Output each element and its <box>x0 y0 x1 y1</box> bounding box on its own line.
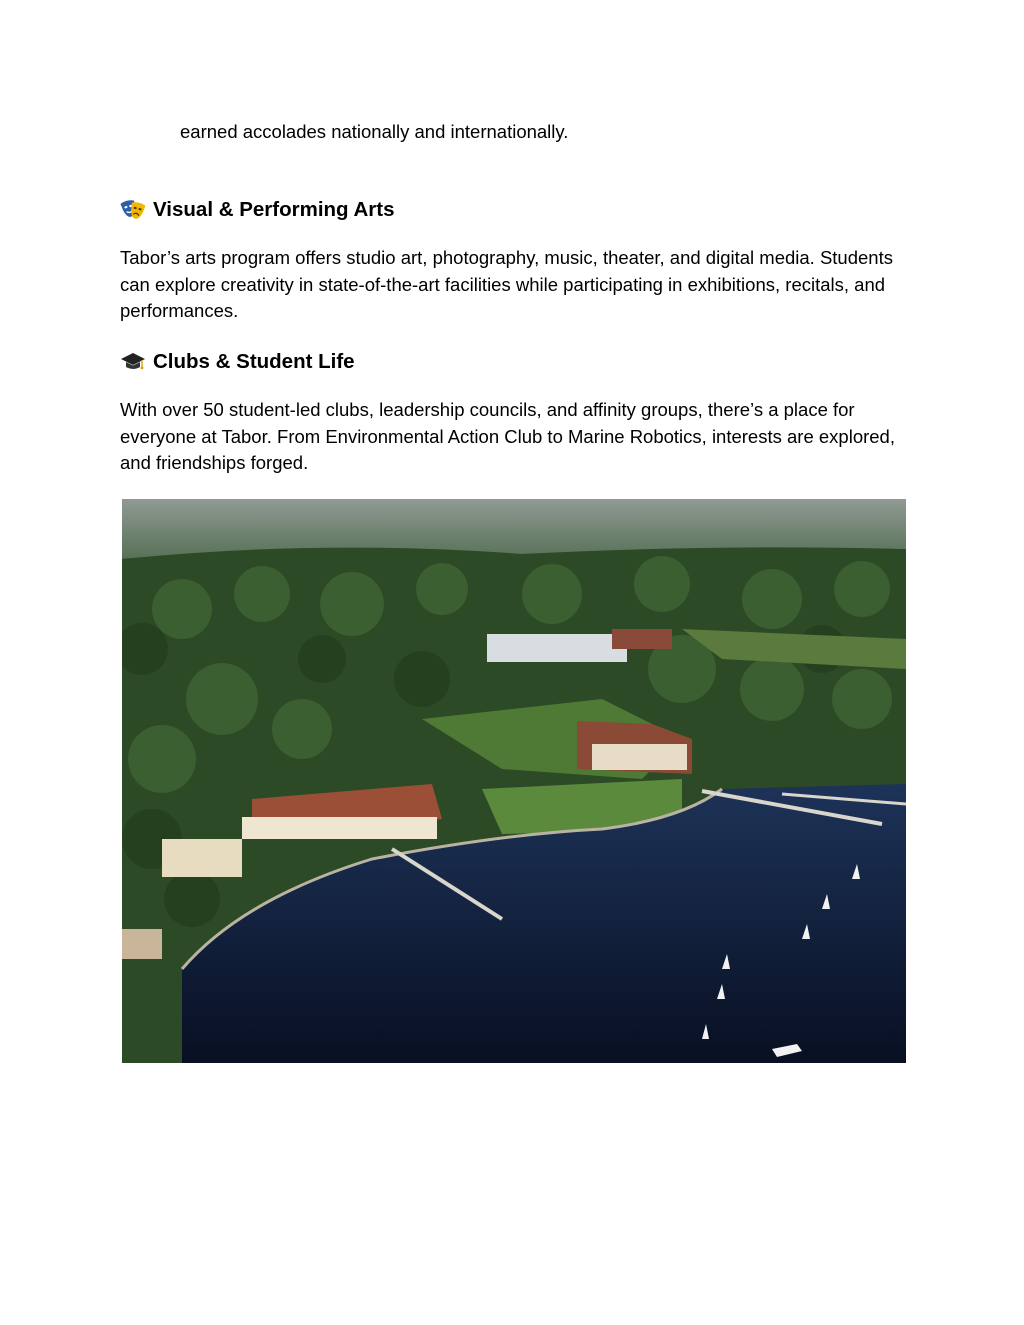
section-heading-text: Clubs & Student Life <box>153 350 355 373</box>
section-body-arts: Tabor’s arts program offers studio art, photography, music, theater, and digital media. Students can explore creativity in state-of-the-art facilities while participating in exhibitions, recitals, and performances. <box>120 247 893 321</box>
continuation-text: earned accolades nationally and internationally. <box>180 121 569 142</box>
section-heading-arts <box>120 197 395 223</box>
performing-arts-masks-icon <box>120 198 146 222</box>
graduation-cap-icon <box>120 350 146 374</box>
section-heading-text: Visual & Performing Arts <box>153 198 395 221</box>
campus-aerial-photo <box>122 499 906 1063</box>
section-body-clubs: With over 50 student-led clubs, leadership councils, and affinity groups, there’s a place for everyone at Tabor. From Environmental Action Club to Marine Robotics, interests are explored, and friendships forged. <box>120 399 895 473</box>
section-heading-clubs <box>120 349 355 375</box>
